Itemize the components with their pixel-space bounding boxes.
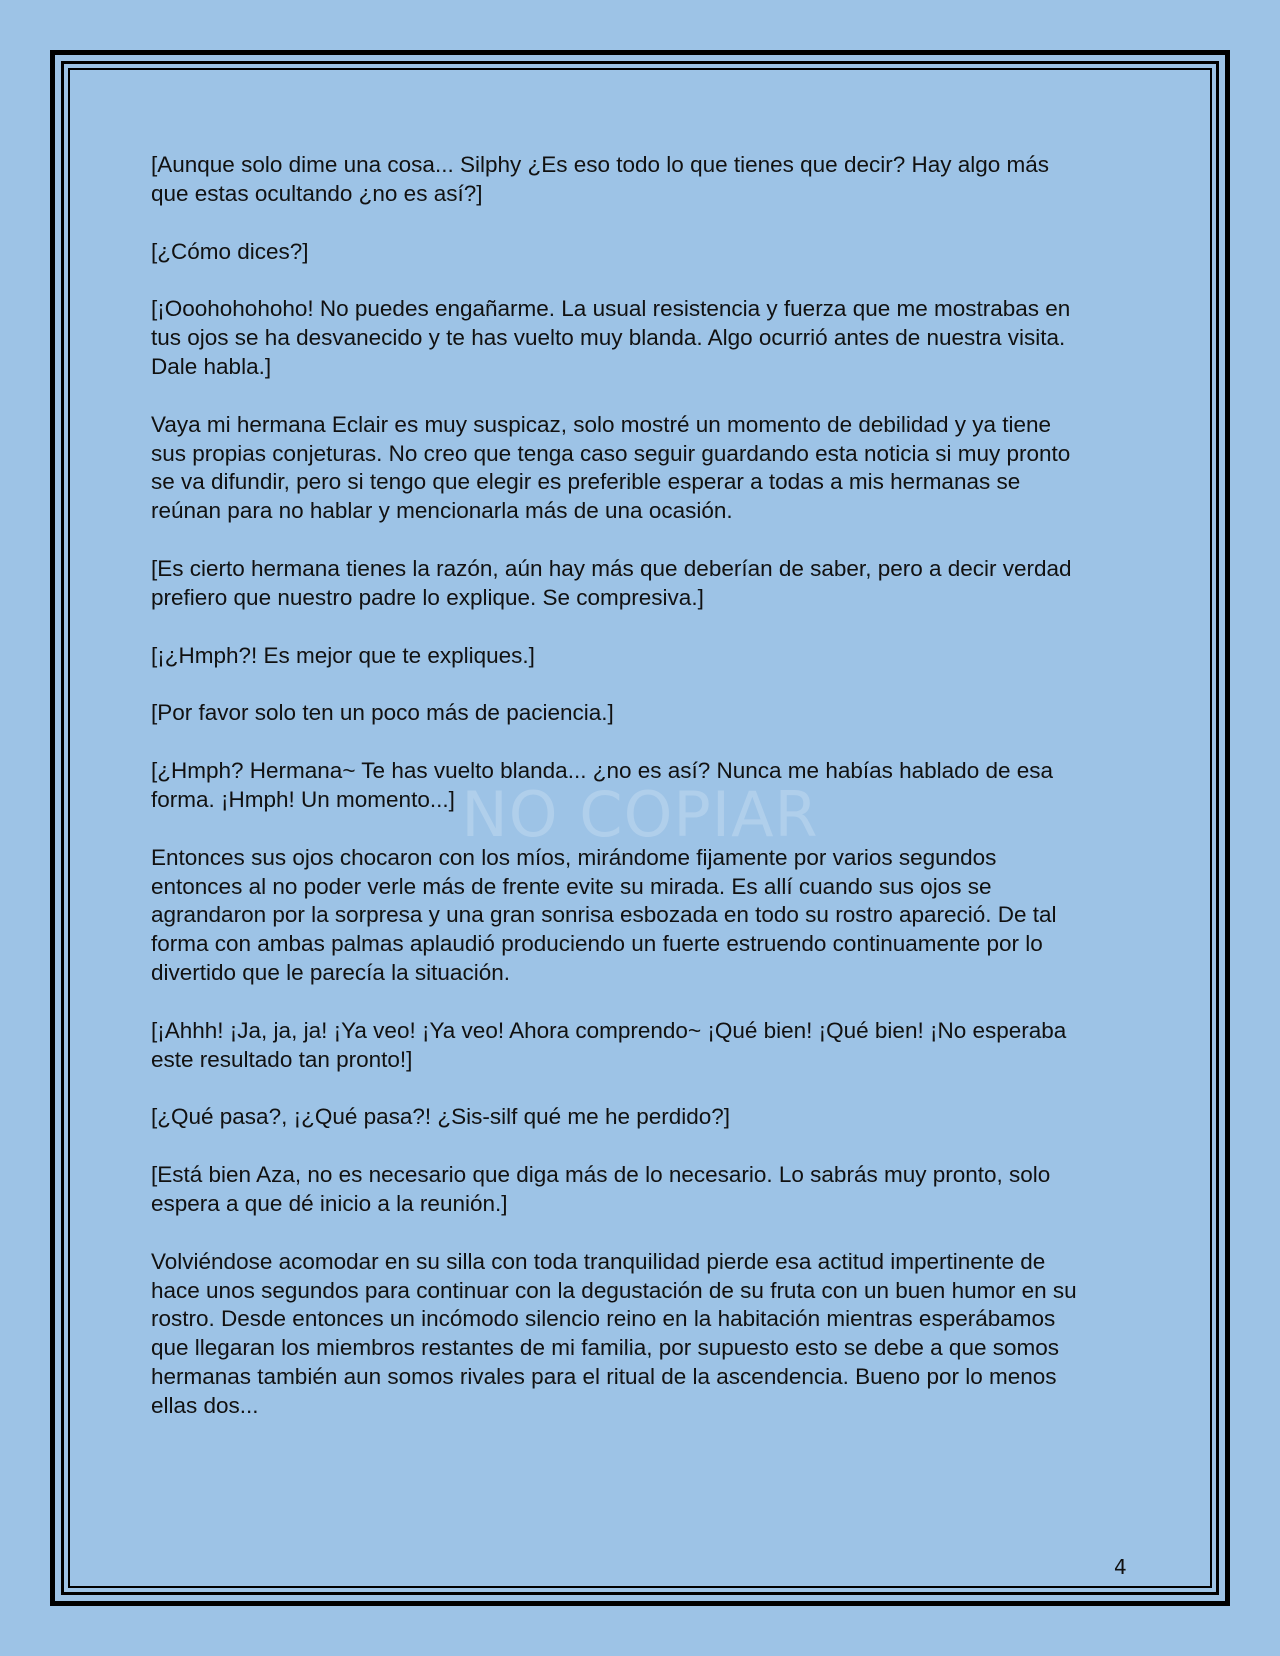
paragraph-1: [Aunque solo dime una cosa... Silphy ¿Es eso todo lo que tienes que decir? Hay algo más que estas ocultando ¿no es así?]	[151, 152, 1050, 206]
paragraph-6: [¡¿Hmph?! Es mejor que te expliques.]	[151, 642, 535, 668]
paragraph-5: [Es cierto hermana tienes la razón, aún hay más que deberían de saber, pero a decir verdad prefiero que nuestro padre lo explique. Se compresiva.]	[151, 555, 1072, 610]
paragraph-9: Entonces sus ojos chocaron con los míos, mirándome fijamente por varios segundos entonces al no poder verle más de frente evite su mirada. Es allí cuando sus ojos se agrandaron por la sorpresa y una gran sonrisa esbozada en todo su rostro apareció. De tal forma con ambas palmas aplaudió produciendo un fuerte estruendo continuamente por lo divertido que le parecía la situación.	[151, 844, 1057, 985]
paragraph-4: Vaya mi hermana Eclair es muy suspicaz, solo mostré un momento de debilidad y ya tiene sus propias conjeturas. No creo que tenga caso seguir guardando esta noticia si muy pronto se va difundir, pero si tengo que elegir es preferible esperar a todas a mis hermanas se reúnan para no hablar y mencionarla más de una ocasión.	[151, 411, 1071, 524]
paragraph-7: [Por favor solo ten un poco más de paciencia.]	[151, 700, 614, 726]
paragraph-3: [¡Ooohohohoho! No puedes engañarme. La usual resistencia y fuerza que me mostrabas en tus ojos se ha desvanecido y te has vuelto muy blanda. Algo ocurrió antes de nuestra visita. Dale habla.]	[151, 296, 1071, 379]
paragraph-12: [Está bien Aza, no es necesario que diga más de lo necesario. Lo sabrás muy pronto, solo espera a que dé inicio a la reunión.]	[151, 1162, 1051, 1216]
paragraph-8: [¿Hmph? Hermana~ Te has vuelto blanda... ¿no es así? Nunca me habías hablado de esa forma. ¡Hmph! Un momento...]	[151, 758, 1054, 812]
paragraph-11: [¿Qué pasa?, ¡¿Qué pasa?! ¿Sis-silf qué me he perdido?]	[151, 1104, 731, 1130]
paragraph-13: Volviéndose acomodar en su silla con toda tranquilidad pierde esa actitud impertinente de hace unos segundos para continuar con la degustación de su fruta con un buen humor en su rostro. Desde entonces un incómodo silencio reino en la habitación mientras esperábamos que llegaran los miembros restantes de mi familia, por supuesto esto se debe a que somos hermanas también aun somos rivales para el ritual de la ascendencia. Bueno por lo menos ellas dos...	[151, 1248, 1077, 1418]
paragraph-10: [¡Ahhh! ¡Ja, ja, ja! ¡Ya veo! ¡Ya veo! Ahora comprendo~ ¡Qué bien! ¡Qué bien! ¡No esperaba este resultado tan pronto!]	[151, 1017, 1067, 1072]
page-number: 4	[1114, 1555, 1127, 1579]
paragraph-2: [¿Cómo dices?]	[151, 238, 309, 264]
watermark: NO COPIAR	[461, 778, 819, 851]
